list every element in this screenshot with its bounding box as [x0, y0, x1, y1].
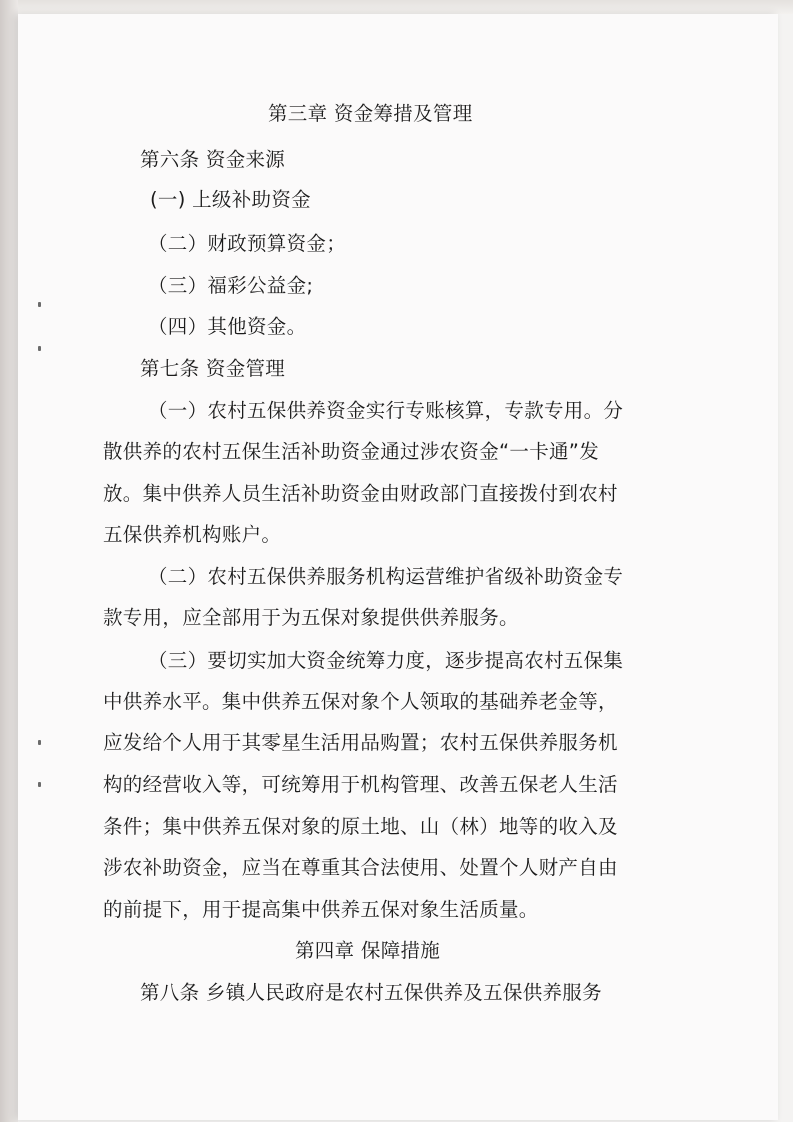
article-6-heading: 第六条 资金来源 — [140, 148, 286, 171]
page-edge-shadow — [0, 0, 18, 1122]
scan-speck — [38, 302, 41, 307]
scan-speck — [38, 740, 41, 745]
article-7-para-1-line: （一）农村五保供养资金实行专账核算，专款专用。分 — [148, 399, 624, 422]
article-7-para-2-line: 款专用，应全部用于为五保对象提供供养服务。 — [103, 606, 519, 629]
scan-speck — [38, 782, 41, 787]
article-7-para-3-line: 涉农补助资金，应当在尊重其合法使用、处置个人财产自由 — [103, 856, 618, 879]
chapter-4-title: 第四章 保障措施 — [295, 939, 441, 962]
fund-source-item-2: （二）财政预算资金； — [148, 232, 347, 255]
article-7-para-3-line: 构的经营收入等，可统筹用于机构管理、改善五保老人生活 — [103, 773, 618, 796]
article-7-para-3-line: （三）要切实加大资金统筹力度，逐步提高农村五保集 — [148, 649, 624, 672]
article-7-para-3-line: 条件；集中供养五保对象的原土地、山（林）地等的收入及 — [103, 815, 618, 838]
article-7-para-2-line: （二）农村五保供养服务机构运营维护省级补助资金专 — [148, 565, 624, 588]
article-7-para-1-line: 放。集中供养人员生活补助资金由财政部门直接拨付到农村 — [103, 482, 618, 505]
article-8-text: 第八条 乡镇人民政府是农村五保供养及五保供养服务 — [140, 981, 602, 1004]
chapter-3-title: 第三章 资金筹措及管理 — [268, 102, 473, 125]
page-top-edge — [18, 0, 793, 14]
article-7-para-3-line: 中供养水平。集中供养五保对象个人领取的基础养老金等， — [103, 690, 618, 713]
fund-source-item-4: （四）其他资金。 — [148, 315, 307, 338]
article-7-para-3-line: 应发给个人用于其零星生活用品购置；农村五保供养服务机 — [103, 731, 618, 754]
article-7-heading: 第七条 资金管理 — [140, 357, 286, 380]
article-7-para-1-line: 五保供养机构账户。 — [103, 523, 282, 546]
scan-speck — [38, 346, 41, 351]
fund-source-item-1: (一) 上级补助资金 — [150, 188, 311, 211]
article-7-para-3-line: 的前提下，用于提高集中供养五保对象生活质量。 — [103, 898, 539, 921]
article-7-para-1-line: 散供养的农村五保生活补助资金通过涉农资金“一卡通”发 — [103, 440, 600, 463]
fund-source-item-3: （三）福彩公益金; — [148, 274, 314, 297]
